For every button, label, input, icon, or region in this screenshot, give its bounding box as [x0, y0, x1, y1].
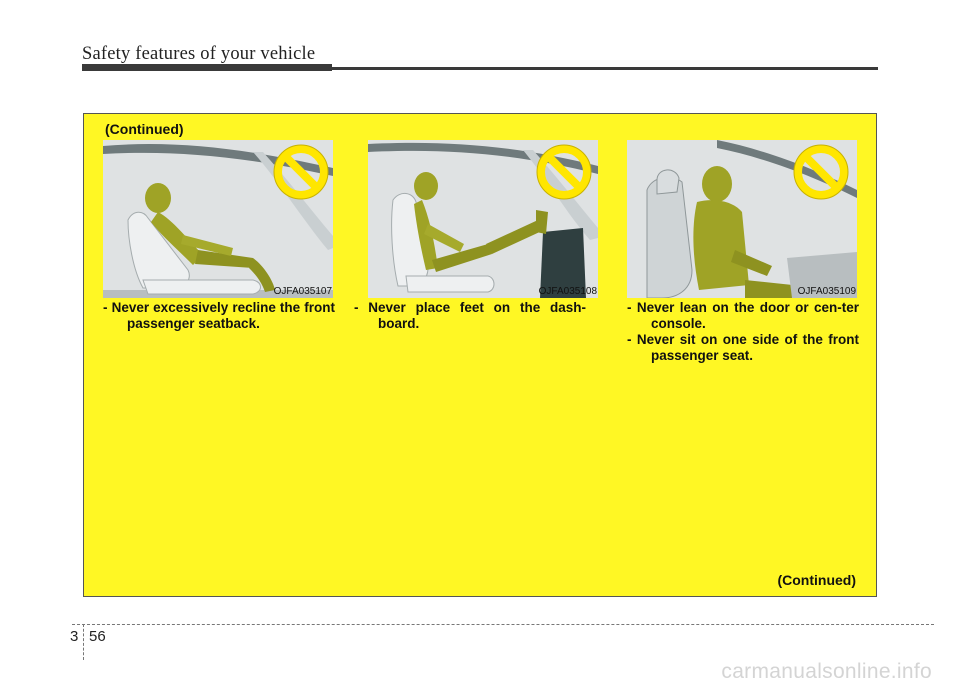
figure-code: OJFA035109 — [797, 286, 856, 297]
no-sign-icon — [793, 144, 849, 200]
continued-label-bottom: (Continued) — [777, 572, 856, 588]
figure-recline-seat — [103, 140, 333, 298]
figure-code: OJFA035107 — [273, 286, 332, 297]
caption-lean-console — [627, 300, 859, 364]
figure-lean-door-console — [627, 140, 857, 298]
watermark: carmanualsonline.info — [721, 660, 932, 683]
footer-rule — [72, 624, 934, 625]
chapter-number: 3 — [70, 628, 79, 645]
page-number: 56 — [89, 628, 106, 645]
caption-item: - Never excessively recline the front passenger seatback. — [103, 300, 335, 331]
caption-item: - Never lean on the door or cen-ter console. — [627, 300, 859, 331]
footer-separator — [83, 624, 84, 660]
header-rule-accent — [82, 64, 332, 71]
caption-feet-dashboard — [354, 300, 586, 332]
figure-code: OJFA035108 — [538, 286, 597, 297]
caption-recline — [103, 300, 335, 332]
no-sign-icon — [273, 144, 329, 200]
continued-label-top: (Continued) — [105, 121, 184, 137]
caption-item: - Never place feet on the dash-board. — [354, 300, 586, 331]
caption-item: - Never sit on one side of the front passenger seat. — [627, 332, 859, 363]
page-header-title: Safety features of your vehicle — [82, 44, 316, 64]
no-sign-icon — [536, 144, 592, 200]
figure-feet-on-dashboard — [368, 140, 598, 298]
